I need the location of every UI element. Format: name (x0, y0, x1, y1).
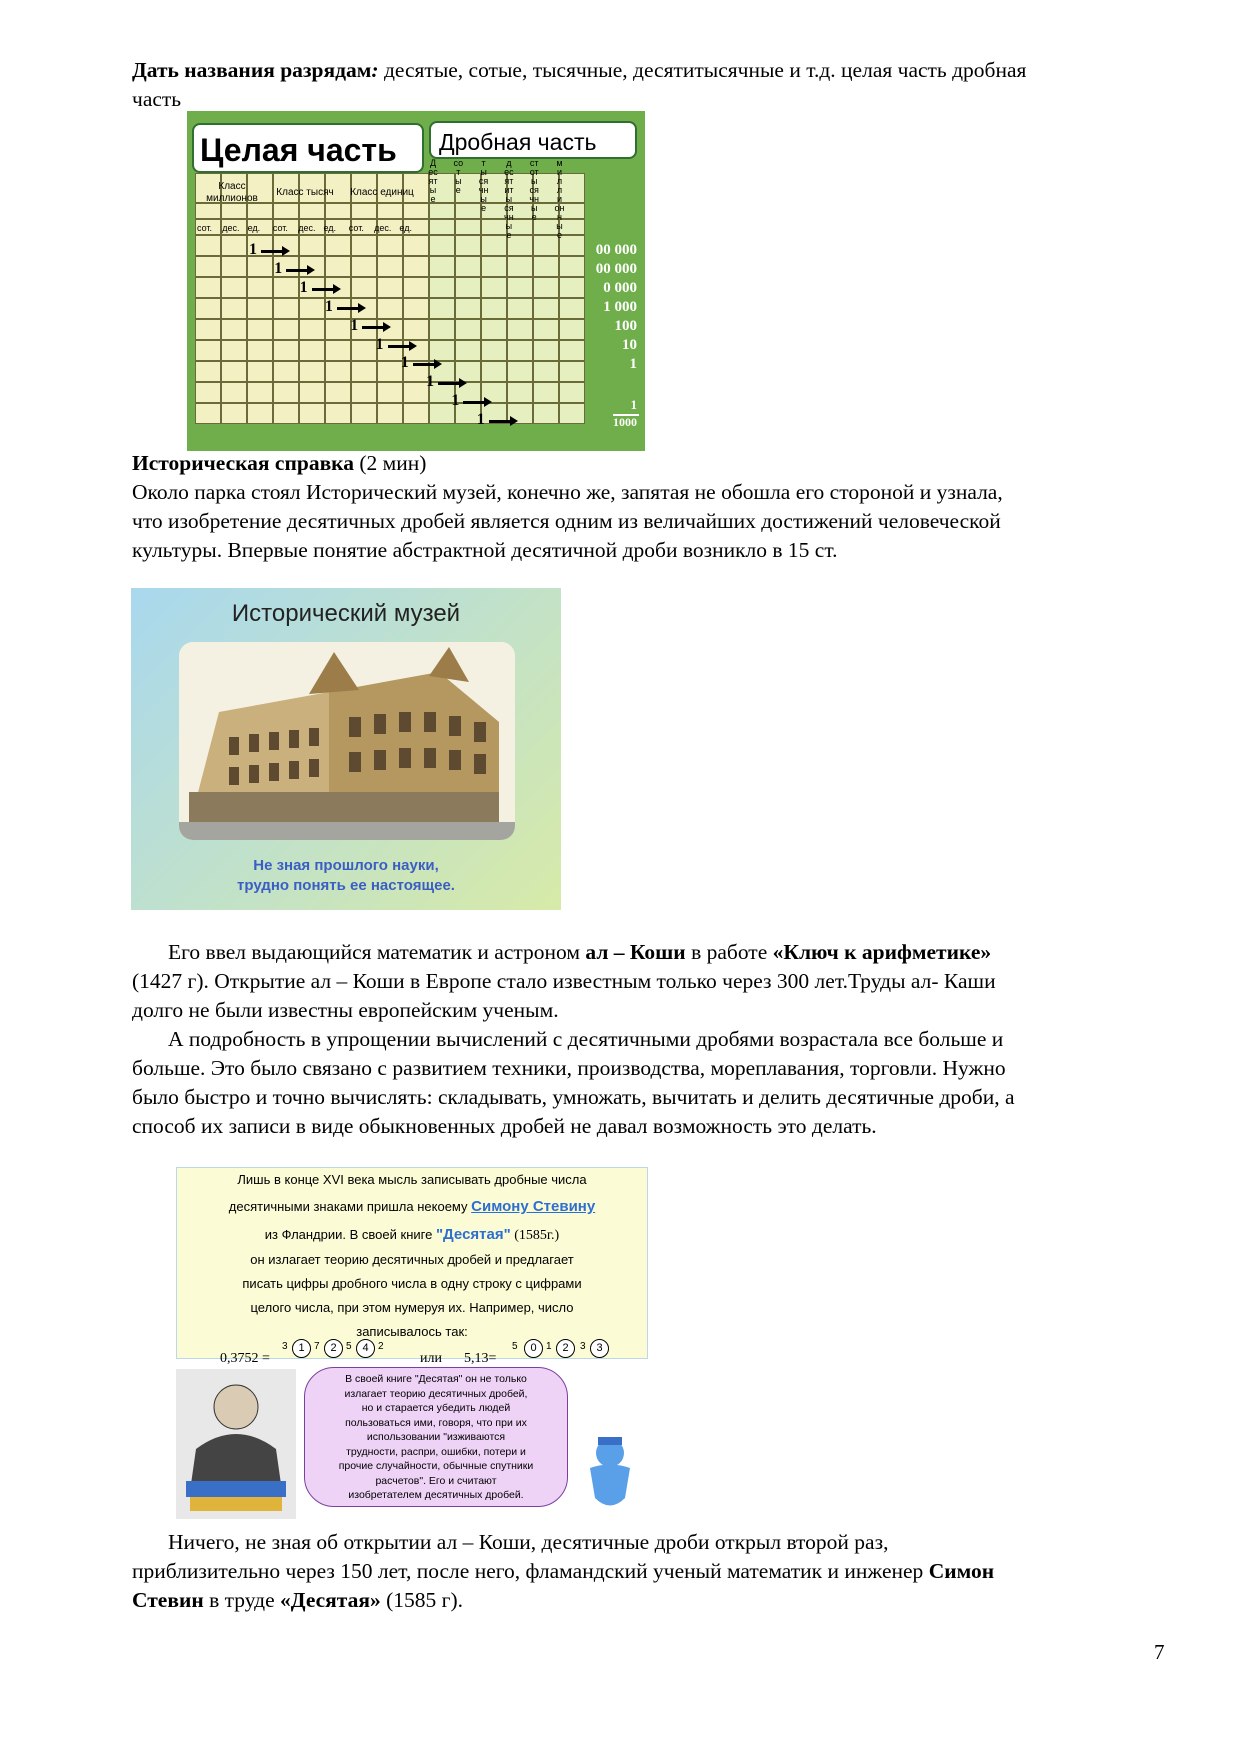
class-millions: Класс миллионов (206, 181, 258, 204)
shift-arrow (489, 420, 511, 423)
order-circle: 2 (556, 1339, 575, 1358)
stevin-text-box: Лишь в конце XVI века мысль записывать дробные числа десятичными знаками пришла некоему Симону Стевину из Фландрии. В своей книге "Десятая" (1585г.) он излагает теорию десятичных дробей и предлагает писать цифры дробного числа в одну строку с цифрами целого числа, при этом нумеруя их. Например, число записывалось так: (176, 1167, 648, 1359)
order-circle: 0 (524, 1339, 543, 1358)
history-heading: Историческая справка (132, 451, 354, 475)
digit-one: 1 (375, 335, 384, 353)
bubble-line: трудности, распри, ошибки, потери и (346, 1445, 526, 1458)
class-thousands: Класс тысяч (276, 187, 334, 198)
stevin-figure: Лишь в конце XVI века мысль записывать дробные числа десятичными знаками пришла некоему Симону Стевину из Фландрии. В своей книге "Десятая" (1585г.) он излагает теорию десятичных дробей и предлагает писать цифры дробного числа в одну строку с цифрами целого числа, при этом нумеруя их. Например, число записывалось так: 0,3752 = или 5,13= 3 1 7 2 5 4 2 5 0 1 2 3 3 В своей книге "Десятая" он не только излагает теорию десятичных дробей, но и старается убедить людей пользоваться ими, говоря, что при их использовании "изживаются трудности, распри, ошибки, потери и прочие случайности, обычные спутники расчетов". Его и считают изобретателем десятичных дробей. (172, 1163, 650, 1525)
digit-one: 1 (249, 241, 257, 258)
intro-paragraph: Дать названия разрядам: десятые, сотые, тысячные, десятитысячные и т.д. целая часть дробная часть (132, 58, 1027, 111)
example-or: или (420, 1351, 442, 1366)
rank-label: ед. (399, 223, 412, 233)
development-paragraph: А подробность в упрощении вычислений с десятичными дробями возрастала все больше и больше. Это было связано с развитием техники, производства, мореплавания, торговли. Нужно было быстро и точно вычислять: складывать, умножать, вычитать и делить десятичные дроби, а способ их записи в виде обыкновенных дробей не давал возможность это делать. (132, 1027, 1015, 1138)
shift-arrow (438, 382, 460, 385)
digit-one: 1 (350, 316, 359, 334)
bubble-line: В своей книге "Десятая" он не только (345, 1373, 527, 1385)
bubble-line: излагает теорию десятичных дробей, (344, 1387, 528, 1400)
fraction-rank-label: сотые (453, 158, 464, 195)
fraction-rank-label: Десятые (428, 158, 438, 204)
rank-label: сот. (197, 223, 213, 233)
museum-title: Исторический музей (231, 600, 461, 627)
digit-one: 1 (324, 297, 333, 315)
value-100: 100 (614, 318, 637, 334)
fraction-numerator: 1 (630, 397, 637, 412)
page-number: 7 (1154, 1640, 1165, 1664)
fraction-rank-label: миллионные (554, 158, 565, 240)
digit-one: 1 (476, 411, 485, 429)
rank-label: ед. (247, 223, 261, 233)
alkashi-paragraph: Его ввел выдающийся математик и астроном ал – Коши в работе «Ключ к арифметике» (1427 г). Открытие ал – Коши в Европе стало известным только через 300 лет.Труды ал- Каши долго не были известны европейским ученым. (132, 940, 996, 1022)
digit-one: 1 (451, 392, 460, 410)
digit-one: 1 (299, 278, 308, 296)
intro-bold: Дать названия разрядам (132, 58, 372, 82)
fraction-rank-label: тысячные (478, 158, 489, 213)
simon-stevin-link[interactable]: Симону Стевину (471, 1198, 596, 1215)
value-1000: 1 000 (603, 299, 637, 315)
order-circle: 4 (356, 1339, 375, 1358)
fraction-rank-label: десятитысячные (504, 158, 514, 240)
example-1-label: 0,3752 = (220, 1351, 270, 1366)
bubble-line: но и старается убедить людей (361, 1402, 511, 1414)
place-value-figure (187, 111, 645, 451)
example-2-label: 5,13= (464, 1351, 497, 1366)
rank-label: сот. (272, 223, 288, 233)
digit-one: 1 (426, 373, 435, 391)
shift-arrow (337, 307, 359, 310)
value-1: 1 (629, 356, 637, 372)
order-circle: 1 (292, 1339, 311, 1358)
museum-figure (131, 588, 561, 910)
value-10: 10 (622, 337, 637, 353)
shift-arrow (286, 269, 308, 272)
genie-illustration (580, 1433, 640, 1513)
history-paragraph: Историческая справка (2 мин) Около парка стоял Исторический музей, конечно же, запятая не обошла его стороной и узнала, что изобретение десятичных дробей является одним из величайших достижений человеческой культуры. Впервые понятие абстрактной десятичной дроби возникло в 15 ст. (132, 451, 1003, 562)
stevin-portrait-image (176, 1369, 296, 1519)
museum-building-image (179, 642, 515, 840)
value-100000: 00 000 (595, 242, 637, 258)
fraction-part-title: Дробная часть (429, 121, 637, 159)
fraction-rank-label: стотысячные (529, 158, 540, 222)
digit-one: 1 (274, 259, 283, 277)
order-circle: 3 (590, 1339, 609, 1358)
digit-one: 1 (400, 354, 409, 372)
shift-arrow (362, 326, 384, 329)
stevin-paragraph: Ничего, не зная об открытии ал – Коши, десятичные дроби открыл второй раз, приблизительно через 150 лет, после него, фламандский ученый математик и инженер Симон Стевин в труде «Десятая» (1585 г). (132, 1530, 995, 1612)
rank-label: ед. (323, 223, 337, 233)
quote-bubble (304, 1367, 568, 1507)
rank-label: дес. (222, 223, 240, 233)
bubble-line: пользоваться ими, говоря, что при их (345, 1416, 527, 1429)
shift-arrow (413, 363, 435, 366)
shift-arrow (261, 250, 283, 253)
integer-part-title: Целая часть (192, 123, 424, 173)
bubble-line: расчетов". Его и считают (375, 1474, 497, 1487)
bubble-line: прочие случайности, обычные спутники (338, 1460, 534, 1472)
rank-label: дес. (374, 223, 392, 233)
shift-arrow (388, 345, 410, 348)
place-value-grid (195, 173, 585, 424)
rank-label: сот. (348, 223, 364, 233)
rank-label: дес. (298, 223, 316, 233)
value-10000-a: 00 000 (595, 261, 637, 277)
order-circle: 2 (324, 1339, 343, 1358)
class-units: Класс единиц (350, 187, 414, 198)
fraction-denominator: 1000 (613, 415, 637, 429)
shift-arrow (312, 288, 334, 291)
museum-caption: Не зная прошлого науки, трудно понять ее настоящее. (237, 857, 455, 894)
bubble-line: изобретателем десятичных дробей. (348, 1489, 524, 1501)
bubble-line: использовании "изживаются (366, 1431, 506, 1443)
value-10000-b: 0 000 (603, 280, 637, 296)
shift-arrow (463, 401, 485, 404)
